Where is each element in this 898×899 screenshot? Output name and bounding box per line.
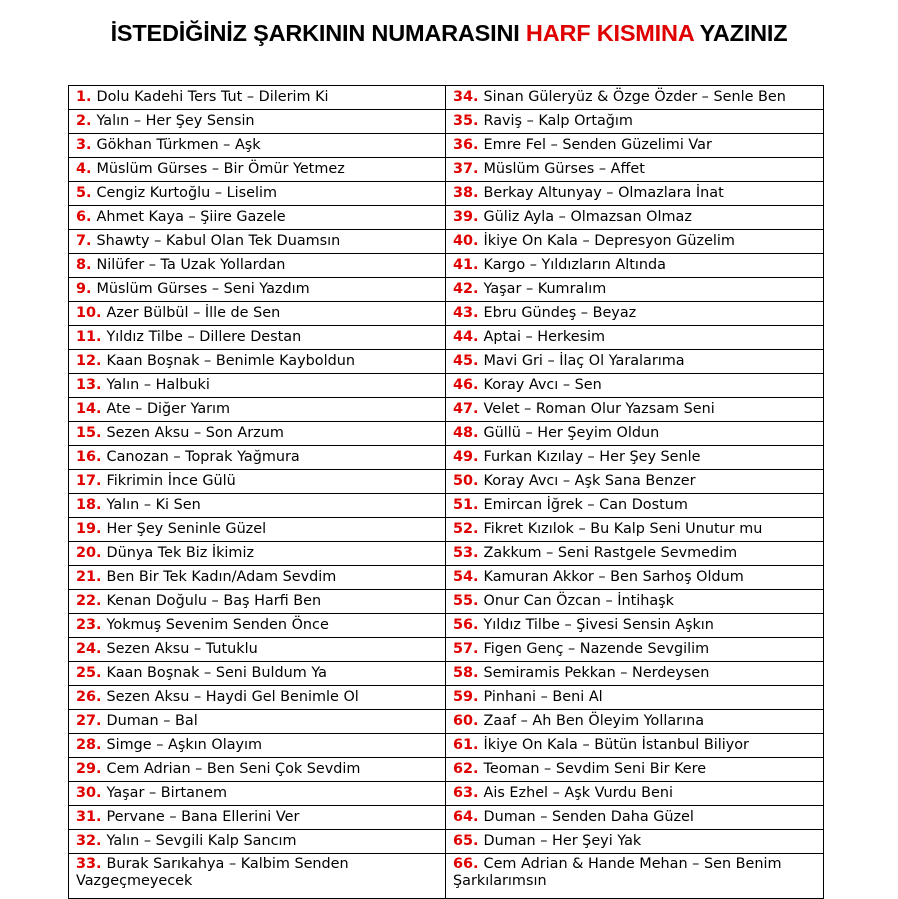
table-row <box>69 350 824 374</box>
song-number: 59. <box>453 689 479 705</box>
song-title: Müslüm Gürses – Affet <box>483 161 645 177</box>
song-number: 28. <box>76 737 102 753</box>
song-number: 25. <box>76 665 102 681</box>
table-row <box>69 86 824 110</box>
song-title: Yaşar – Kumralım <box>483 281 607 297</box>
table-row <box>69 518 824 542</box>
table-row <box>69 110 824 134</box>
table-row <box>69 806 824 830</box>
song-title: Duman – Her Şeyi Yak <box>483 833 642 849</box>
song-cell <box>446 374 824 398</box>
song-cell <box>69 398 446 422</box>
song-number: 39. <box>453 209 479 225</box>
song-number: 40. <box>453 233 479 249</box>
song-number: 16. <box>76 449 102 465</box>
song-number: 8. <box>76 257 92 273</box>
table-row <box>69 158 824 182</box>
song-title: Shawty – Kabul Olan Tek Duamsın <box>96 233 341 249</box>
song-cell <box>69 230 446 254</box>
song-title: Yalın – Sevgili Kalp Sancım <box>106 833 297 849</box>
song-cell <box>69 326 446 350</box>
song-cell <box>69 374 446 398</box>
song-cell <box>446 638 824 662</box>
song-list-table <box>68 85 824 899</box>
song-number: 3. <box>76 137 92 153</box>
table-row <box>69 638 824 662</box>
song-number: 26. <box>76 689 102 705</box>
table-row <box>69 710 824 734</box>
song-number: 10. <box>76 305 102 321</box>
table-row <box>69 206 824 230</box>
song-title: Sinan Güleryüz & Özge Özder – Senle Ben <box>483 89 786 105</box>
table-row <box>69 734 824 758</box>
song-number: 52. <box>453 521 479 537</box>
table-row <box>69 374 824 398</box>
song-cell <box>69 182 446 206</box>
table-row <box>69 830 824 854</box>
song-title: Simge – Aşkın Olayım <box>106 737 263 753</box>
song-number: 46. <box>453 377 479 393</box>
song-title: Zakkum – Seni Rastgele Sevmedim <box>483 545 738 561</box>
table-row <box>69 614 824 638</box>
song-cell <box>446 710 824 734</box>
song-cell <box>446 470 824 494</box>
song-cell <box>69 302 446 326</box>
table-row <box>69 134 824 158</box>
song-title: Canozan – Toprak Yağmura <box>106 449 300 465</box>
song-number: 2. <box>76 113 92 129</box>
song-cell <box>446 806 824 830</box>
song-title: İkiye On Kala – Bütün İstanbul Biliyor <box>483 737 749 753</box>
song-cell <box>69 662 446 686</box>
song-cell <box>69 542 446 566</box>
song-cell <box>446 398 824 422</box>
song-list-body <box>69 86 824 899</box>
song-number: 56. <box>453 617 479 633</box>
song-cell <box>446 566 824 590</box>
song-title: Dünya Tek Biz İkimiz <box>106 545 254 561</box>
table-row <box>69 758 824 782</box>
song-number: 34. <box>453 89 479 105</box>
song-cell <box>69 446 446 470</box>
song-cell <box>69 614 446 638</box>
song-number: 6. <box>76 209 92 225</box>
song-title: Pinhani – Beni Al <box>483 689 603 705</box>
song-number: 41. <box>453 257 479 273</box>
table-row <box>69 494 824 518</box>
song-title: Yaşar – Birtanem <box>106 785 227 801</box>
song-title: Velet – Roman Olur Yazsam Seni <box>483 401 715 417</box>
song-title: Berkay Altunyay – Olmazlara İnat <box>483 185 724 201</box>
song-title: Yalın – Halbuki <box>106 377 210 393</box>
song-cell <box>69 278 446 302</box>
song-number: 60. <box>453 713 479 729</box>
song-title: Fikrimin İnce Gülü <box>106 473 236 489</box>
song-number: 9. <box>76 281 92 297</box>
song-number: 50. <box>453 473 479 489</box>
song-number: 15. <box>76 425 102 441</box>
song-cell <box>446 350 824 374</box>
song-cell <box>69 206 446 230</box>
song-cell <box>69 782 446 806</box>
song-cell <box>446 734 824 758</box>
song-title: Yalın – Ki Sen <box>106 497 201 513</box>
song-cell <box>446 830 824 854</box>
song-cell <box>69 518 446 542</box>
song-cell <box>446 422 824 446</box>
song-title: Furkan Kızılay – Her Şey Senle <box>483 449 701 465</box>
song-cell <box>69 422 446 446</box>
song-title: Koray Avcı – Aşk Sana Benzer <box>483 473 696 489</box>
song-number: 7. <box>76 233 92 249</box>
song-title: Ahmet Kaya – Şiire Gazele <box>96 209 286 225</box>
song-number: 48. <box>453 425 479 441</box>
song-title: Duman – Bal <box>106 713 198 729</box>
song-number: 22. <box>76 593 102 609</box>
song-number: 66. <box>453 856 479 872</box>
song-cell <box>446 614 824 638</box>
song-title: Yıldız Tilbe – Dillere Destan <box>106 329 302 345</box>
song-cell <box>69 638 446 662</box>
title-part-2: YAZINIZ <box>699 20 788 46</box>
song-title: Figen Genç – Nazende Sevgilim <box>483 641 710 657</box>
song-title: Cem Adrian & Hande Mehan – Sen Benim Şarkılarımsın <box>453 856 782 889</box>
song-title: Sezen Aksu – Tutuklu <box>106 641 258 657</box>
song-cell <box>69 566 446 590</box>
song-title: Müslüm Gürses – Seni Yazdım <box>96 281 310 297</box>
song-number: 17. <box>76 473 102 489</box>
song-number: 42. <box>453 281 479 297</box>
song-cell <box>69 734 446 758</box>
song-title: Yıldız Tilbe – Şivesi Sensin Aşkın <box>483 617 714 633</box>
song-number: 65. <box>453 833 479 849</box>
song-number: 53. <box>453 545 479 561</box>
song-cell <box>69 830 446 854</box>
song-cell <box>69 86 446 110</box>
song-title: Kamuran Akkor – Ben Sarhoş Oldum <box>483 569 744 585</box>
song-number: 14. <box>76 401 102 417</box>
song-cell <box>446 254 824 278</box>
song-cell <box>446 494 824 518</box>
table-row <box>69 470 824 494</box>
song-number: 27. <box>76 713 102 729</box>
song-title: Dolu Kadehi Ters Tut – Dilerim Ki <box>96 89 329 105</box>
song-title: Müslüm Gürses – Bir Ömür Yetmez <box>96 161 345 177</box>
song-title: Onur Can Özcan – İntihaşk <box>483 593 674 609</box>
song-cell <box>446 782 824 806</box>
song-title: Koray Avcı – Sen <box>483 377 602 393</box>
table-row <box>69 326 824 350</box>
table-row <box>69 398 824 422</box>
table-row <box>69 854 824 899</box>
song-title: Zaaf – Ah Ben Öleyim Yollarına <box>483 713 705 729</box>
table-row <box>69 302 824 326</box>
song-number: 35. <box>453 113 479 129</box>
song-cell <box>446 86 824 110</box>
song-cell <box>69 494 446 518</box>
song-number: 1. <box>76 89 92 105</box>
song-cell <box>446 326 824 350</box>
table-row <box>69 662 824 686</box>
song-title: Güllü – Her Şeyim Oldun <box>483 425 660 441</box>
song-number: 11. <box>76 329 102 345</box>
song-number: 12. <box>76 353 102 369</box>
song-title: Fikret Kızılok – Bu Kalp Seni Unutur mu <box>483 521 763 537</box>
song-title: Duman – Senden Daha Güzel <box>483 809 694 825</box>
song-title: Aptai – Herkesim <box>483 329 606 345</box>
song-title: İkiye On Kala – Depresyon Güzelim <box>483 233 735 249</box>
song-number: 45. <box>453 353 479 369</box>
song-number: 5. <box>76 185 92 201</box>
song-title: Emre Fel – Senden Güzelimi Var <box>483 137 712 153</box>
song-title: Güliz Ayla – Olmazsan Olmaz <box>483 209 692 225</box>
song-cell <box>446 278 824 302</box>
song-title: Nilüfer – Ta Uzak Yollardan <box>96 257 286 273</box>
song-cell <box>69 806 446 830</box>
song-cell <box>446 158 824 182</box>
song-number: 54. <box>453 569 479 585</box>
song-number: 63. <box>453 785 479 801</box>
song-title: Ais Ezhel – Aşk Vurdu Beni <box>483 785 673 801</box>
song-title: Teoman – Sevdim Seni Bir Kere <box>483 761 707 777</box>
song-title: Burak Sarıkahya – Kalbim Senden Vazgeçmeyecek <box>76 856 349 889</box>
song-cell <box>69 158 446 182</box>
song-number: 62. <box>453 761 479 777</box>
song-number: 43. <box>453 305 479 321</box>
page-title <box>0 20 898 47</box>
song-title: Emircan İğrek – Can Dostum <box>483 497 688 513</box>
song-cell <box>69 686 446 710</box>
song-cell <box>69 854 446 899</box>
song-number: 19. <box>76 521 102 537</box>
song-number: 31. <box>76 809 102 825</box>
song-title: Ebru Gündeş – Beyaz <box>483 305 637 321</box>
song-cell <box>446 758 824 782</box>
song-title: Gökhan Türkmen – Aşk <box>96 137 261 153</box>
song-number: 64. <box>453 809 479 825</box>
table-row <box>69 542 824 566</box>
song-number: 38. <box>453 185 479 201</box>
song-cell <box>446 446 824 470</box>
song-cell <box>446 182 824 206</box>
song-title: Ben Bir Tek Kadın/Adam Sevdim <box>106 569 337 585</box>
song-cell <box>69 710 446 734</box>
title-part-1: İSTEDİĞİNİZ ŞARKININ NUMARASINI <box>110 20 520 46</box>
table-row <box>69 782 824 806</box>
song-cell <box>446 686 824 710</box>
table-row <box>69 446 824 470</box>
song-number: 18. <box>76 497 102 513</box>
song-title: Her Şey Seninle Güzel <box>106 521 267 537</box>
song-title: Kargo – Yıldızların Altında <box>483 257 666 273</box>
song-cell <box>446 854 824 899</box>
song-title: Cengiz Kurtoğlu – Liselim <box>96 185 277 201</box>
song-cell <box>69 590 446 614</box>
song-title: Yalın – Her Şey Sensin <box>96 113 255 129</box>
song-number: 29. <box>76 761 102 777</box>
song-cell <box>446 302 824 326</box>
song-cell <box>69 350 446 374</box>
song-cell <box>69 470 446 494</box>
song-number: 20. <box>76 545 102 561</box>
song-cell <box>69 110 446 134</box>
song-cell <box>446 134 824 158</box>
song-number: 4. <box>76 161 92 177</box>
song-title: Azer Bülbül – İlle de Sen <box>106 305 281 321</box>
song-cell <box>69 254 446 278</box>
song-number: 36. <box>453 137 479 153</box>
song-cell <box>69 758 446 782</box>
song-cell <box>69 134 446 158</box>
song-number: 49. <box>453 449 479 465</box>
song-title: Kaan Boşnak – Seni Buldum Ya <box>106 665 327 681</box>
song-title: Ate – Diğer Yarım <box>106 401 231 417</box>
song-number: 44. <box>453 329 479 345</box>
song-number: 21. <box>76 569 102 585</box>
song-cell <box>446 206 824 230</box>
song-number: 30. <box>76 785 102 801</box>
song-cell <box>446 542 824 566</box>
song-title: Raviş – Kalp Ortağım <box>483 113 633 129</box>
song-number: 57. <box>453 641 479 657</box>
song-title: Sezen Aksu – Son Arzum <box>106 425 284 441</box>
table-row <box>69 686 824 710</box>
song-number: 33. <box>76 856 102 872</box>
song-number: 58. <box>453 665 479 681</box>
song-number: 55. <box>453 593 479 609</box>
song-cell <box>446 230 824 254</box>
song-title: Kaan Boşnak – Benimle Kayboldun <box>106 353 355 369</box>
song-number: 51. <box>453 497 479 513</box>
song-cell <box>446 518 824 542</box>
song-number: 61. <box>453 737 479 753</box>
song-title: Cem Adrian – Ben Seni Çok Sevdim <box>106 761 361 777</box>
table-row <box>69 278 824 302</box>
title-highlight: HARF KISMINA <box>525 20 694 46</box>
song-number: 47. <box>453 401 479 417</box>
song-number: 24. <box>76 641 102 657</box>
song-number: 37. <box>453 161 479 177</box>
table-row <box>69 182 824 206</box>
song-title: Sezen Aksu – Haydi Gel Benimle Ol <box>106 689 359 705</box>
song-cell <box>446 590 824 614</box>
song-cell <box>446 110 824 134</box>
song-title: Pervane – Bana Ellerini Ver <box>106 809 300 825</box>
song-title: Kenan Doğulu – Baş Harfi Ben <box>106 593 322 609</box>
table-row <box>69 254 824 278</box>
table-row <box>69 230 824 254</box>
song-title: Semiramis Pekkan – Nerdeysen <box>483 665 710 681</box>
song-title: Mavi Gri – İlaç Ol Yaralarıma <box>483 353 685 369</box>
song-title: Yokmuş Sevenim Senden Önce <box>106 617 329 633</box>
table-row <box>69 566 824 590</box>
table-row <box>69 590 824 614</box>
table-row <box>69 422 824 446</box>
song-number: 23. <box>76 617 102 633</box>
song-number: 13. <box>76 377 102 393</box>
song-cell <box>446 662 824 686</box>
song-number: 32. <box>76 833 102 849</box>
